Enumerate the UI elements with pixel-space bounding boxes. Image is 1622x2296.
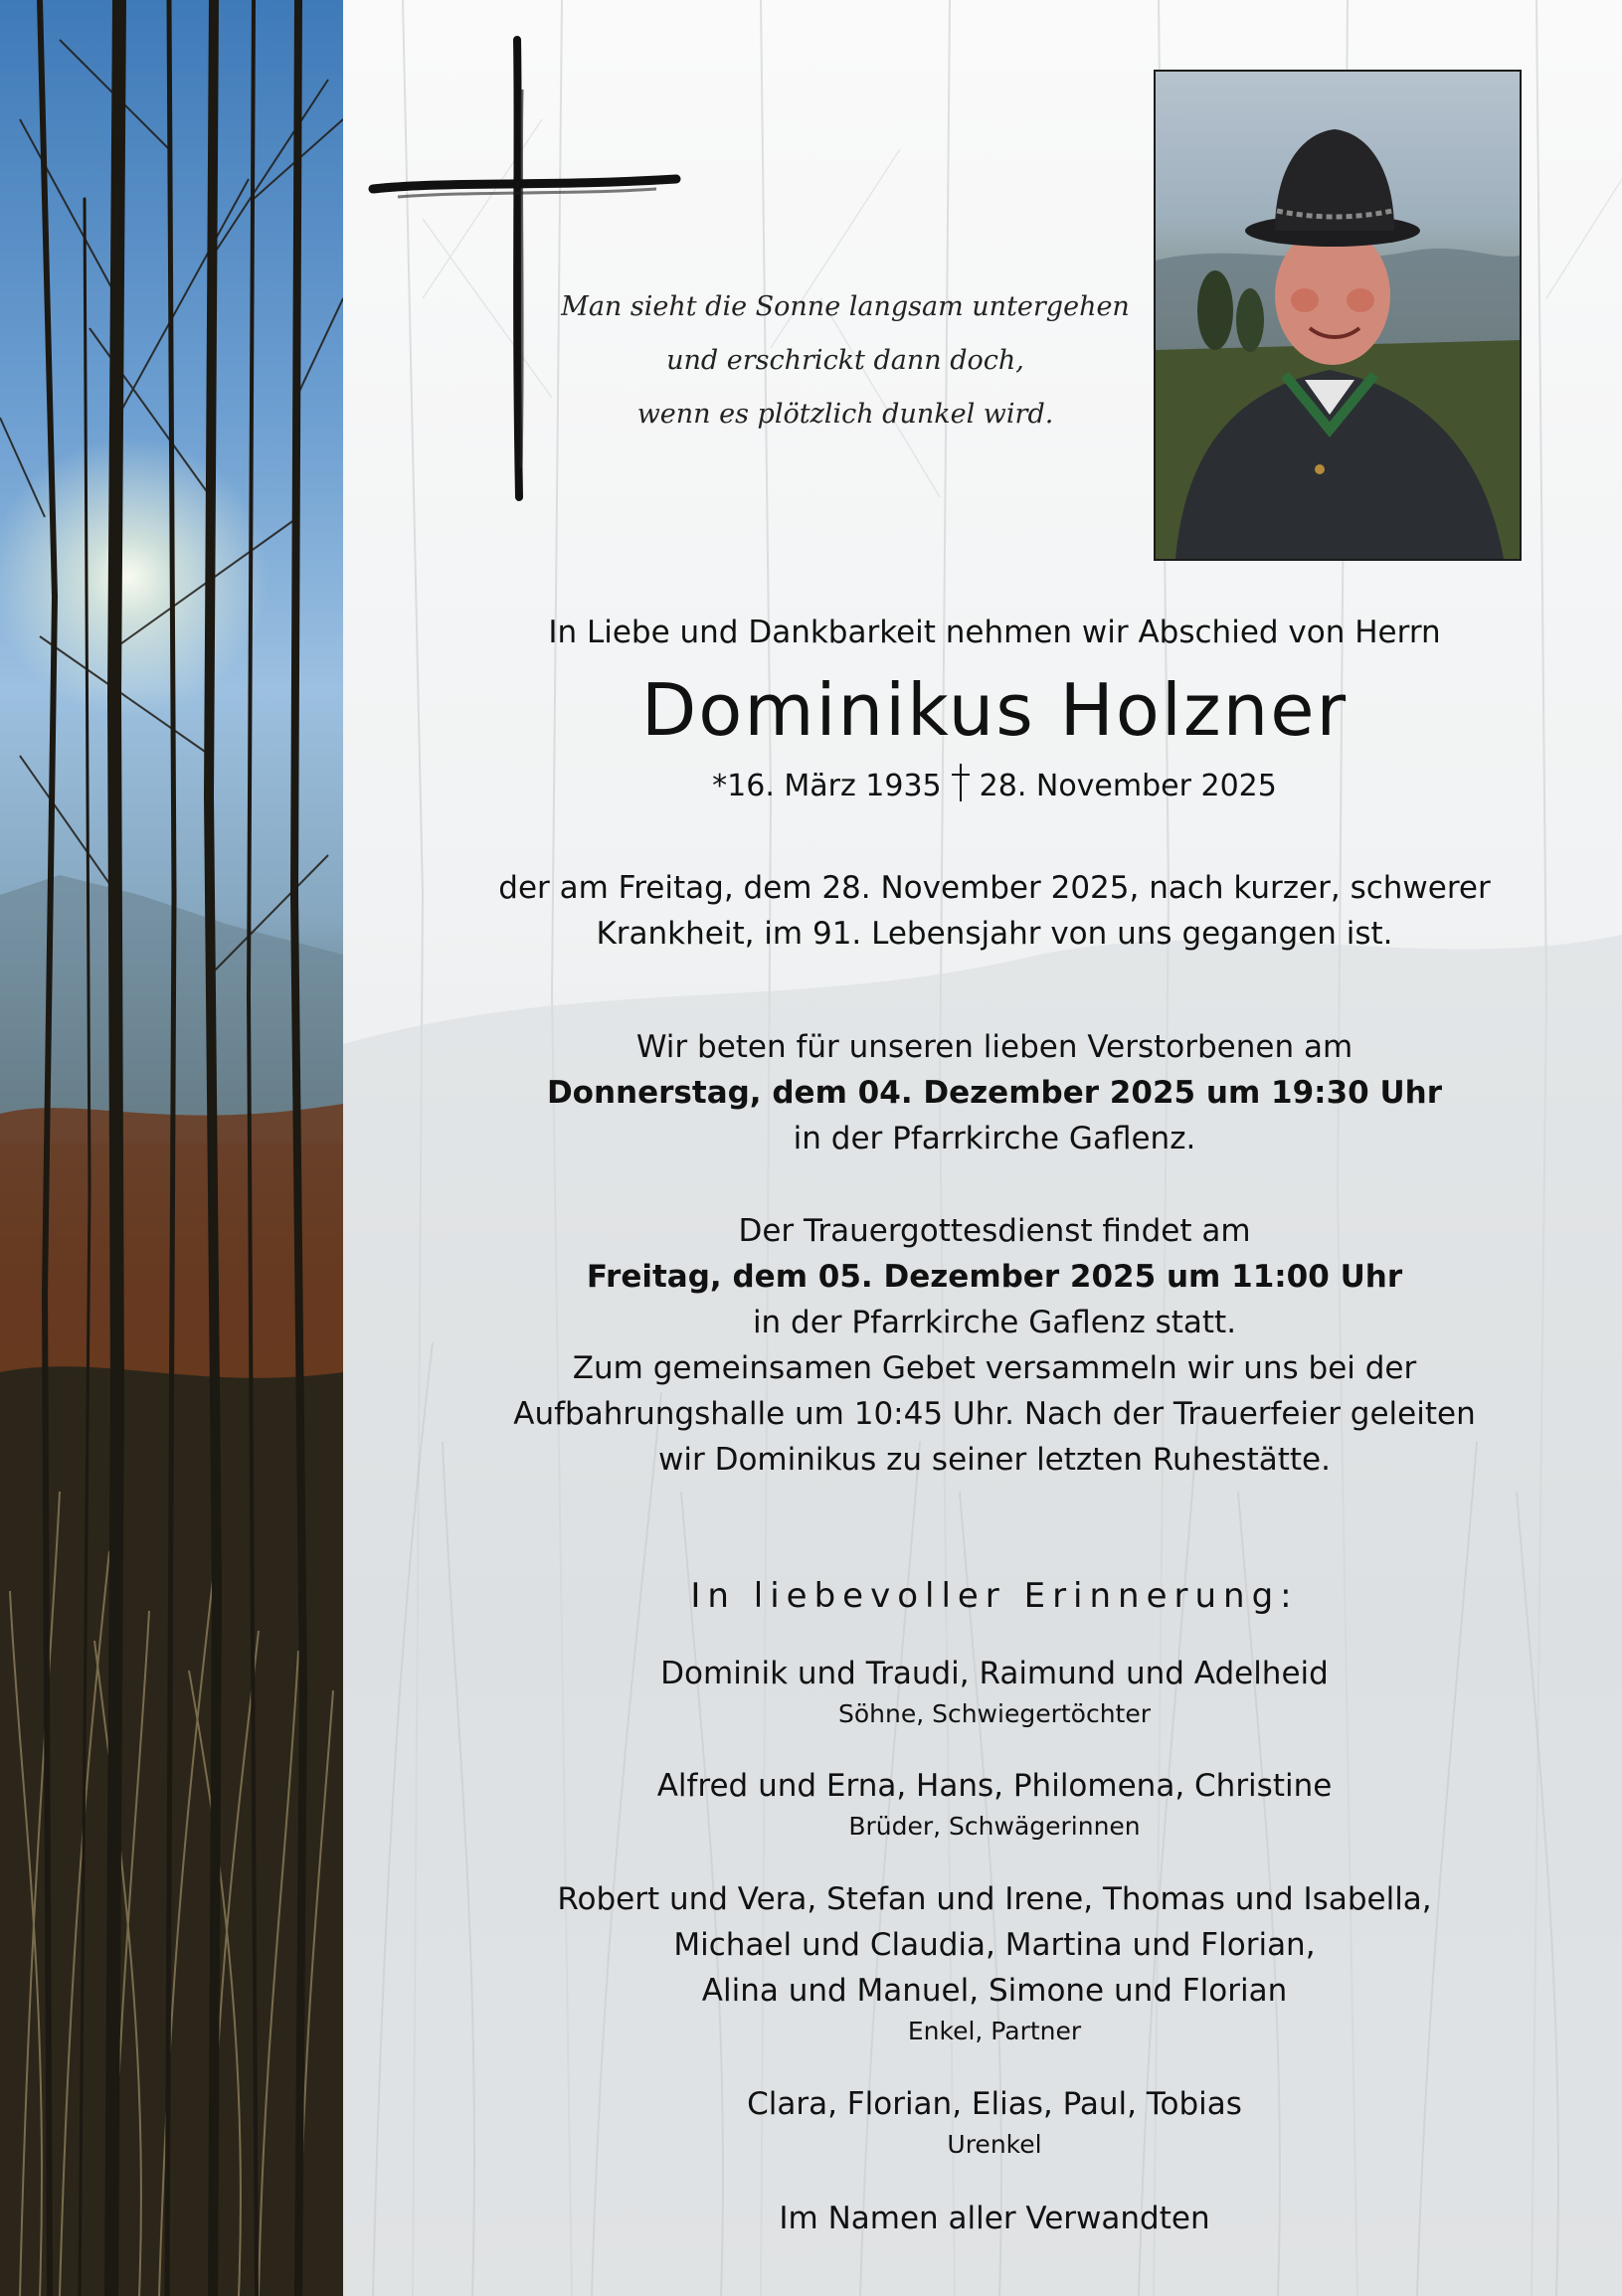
paragraph-line: der am Freitag, dem 28. November 2025, nach kurzer, schwerer	[498, 870, 1491, 906]
verse-line: Man sieht die Sonne langsam untergehen	[561, 291, 1130, 322]
mourner-relation: Enkel, Partner	[907, 2017, 1082, 2045]
death-notice-paragraph	[457, 865, 1532, 957]
death-cross-icon	[952, 764, 970, 801]
trees-illustration	[0, 0, 343, 2296]
death-date: 28. November 2025	[979, 769, 1277, 803]
paragraph-line: Krankheit, im 91. Lebensjahr von uns gegangen ist.	[596, 916, 1393, 952]
mourner-names	[457, 2081, 1532, 2127]
funeral-datetime-bold: Freitag, dem 05. Dezember 2025 um 11:00 Uhr	[586, 1259, 1403, 1295]
verse-quote	[557, 280, 1134, 442]
paragraph-line: in der Pfarrkirche Gaflenz.	[793, 1121, 1196, 1156]
mourner-group-great-grandchildren	[457, 2081, 1532, 2163]
mourner-group-grandchildren	[457, 1876, 1532, 2049]
mourner-names-line: Dominik und Traudi, Raimund und Adelheid	[660, 1656, 1329, 1691]
paragraph-line: Zum gemeinsamen Gebet versammeln wir uns bei der	[572, 1350, 1417, 1386]
prayer-datetime-bold: Donnerstag, dem 04. Dezember 2025 um 19:30 Uhr	[546, 1075, 1443, 1111]
mourner-names	[457, 1651, 1532, 1696]
portrait-illustration	[1156, 72, 1520, 559]
mourner-names	[457, 1763, 1532, 1809]
paragraph-line: in der Pfarrkirche Gaflenz statt.	[752, 1305, 1237, 1340]
mourner-names-line: Alfred und Erna, Hans, Philomena, Christine	[656, 1768, 1333, 1804]
verse-line: wenn es plötzlich dunkel wird.	[636, 399, 1054, 430]
mourner-relation: Urenkel	[947, 2130, 1042, 2159]
paragraph-line: Aufbahrungshalle um 10:45 Uhr. Nach der Trauerfeier geleiten	[513, 1396, 1476, 1432]
mourner-names	[457, 1876, 1532, 2014]
mourner-names-line: Clara, Florian, Elias, Paul, Tobias	[747, 2086, 1242, 2122]
intro-line: In Liebe und Dankbarkeit nehmen wir Abschied von Herrn	[548, 615, 1441, 650]
funeral-service-paragraph	[457, 1208, 1532, 1483]
side-landscape-photo	[0, 0, 343, 2296]
deceased-name: Dominikus Holzner	[640, 668, 1349, 752]
life-dates	[457, 764, 1532, 808]
mourner-relation: Söhne, Schwiegertöchter	[837, 1699, 1152, 1728]
birth-date: *16. März 1935	[712, 769, 942, 803]
prayer-datetime	[457, 1070, 1532, 1116]
mourner-names-line: Michael und Claudia, Martina und Florian,	[673, 1927, 1316, 1963]
mourner-group-sons	[457, 1651, 1532, 1732]
mourner-group-brothers	[457, 1763, 1532, 1845]
prayer-paragraph	[457, 1024, 1532, 1161]
portrait-photo	[1154, 70, 1522, 561]
mourner-names-line: Alina und Manuel, Simone und Florian	[701, 1973, 1288, 2009]
paragraph-line: Wir beten für unseren lieben Verstorbenen am	[635, 1029, 1353, 1065]
funeral-datetime	[457, 1254, 1532, 1300]
mourner-names-line: Robert und Vera, Stefan und Irene, Thomas und Isabella,	[557, 1881, 1432, 1917]
closing-line: Im Namen aller Verwandten	[779, 2201, 1210, 2236]
verse-line: und erschrickt dann doch,	[666, 345, 1024, 376]
paragraph-line: Der Trauergottesdienst findet am	[738, 1213, 1251, 1249]
mourner-relation: Brüder, Schwägerinnen	[848, 1812, 1141, 1841]
memory-heading: In liebevoller Erinnerung:	[690, 1576, 1299, 1616]
paragraph-line: wir Dominikus zu seiner letzten Ruhestätte.	[658, 1442, 1331, 1478]
